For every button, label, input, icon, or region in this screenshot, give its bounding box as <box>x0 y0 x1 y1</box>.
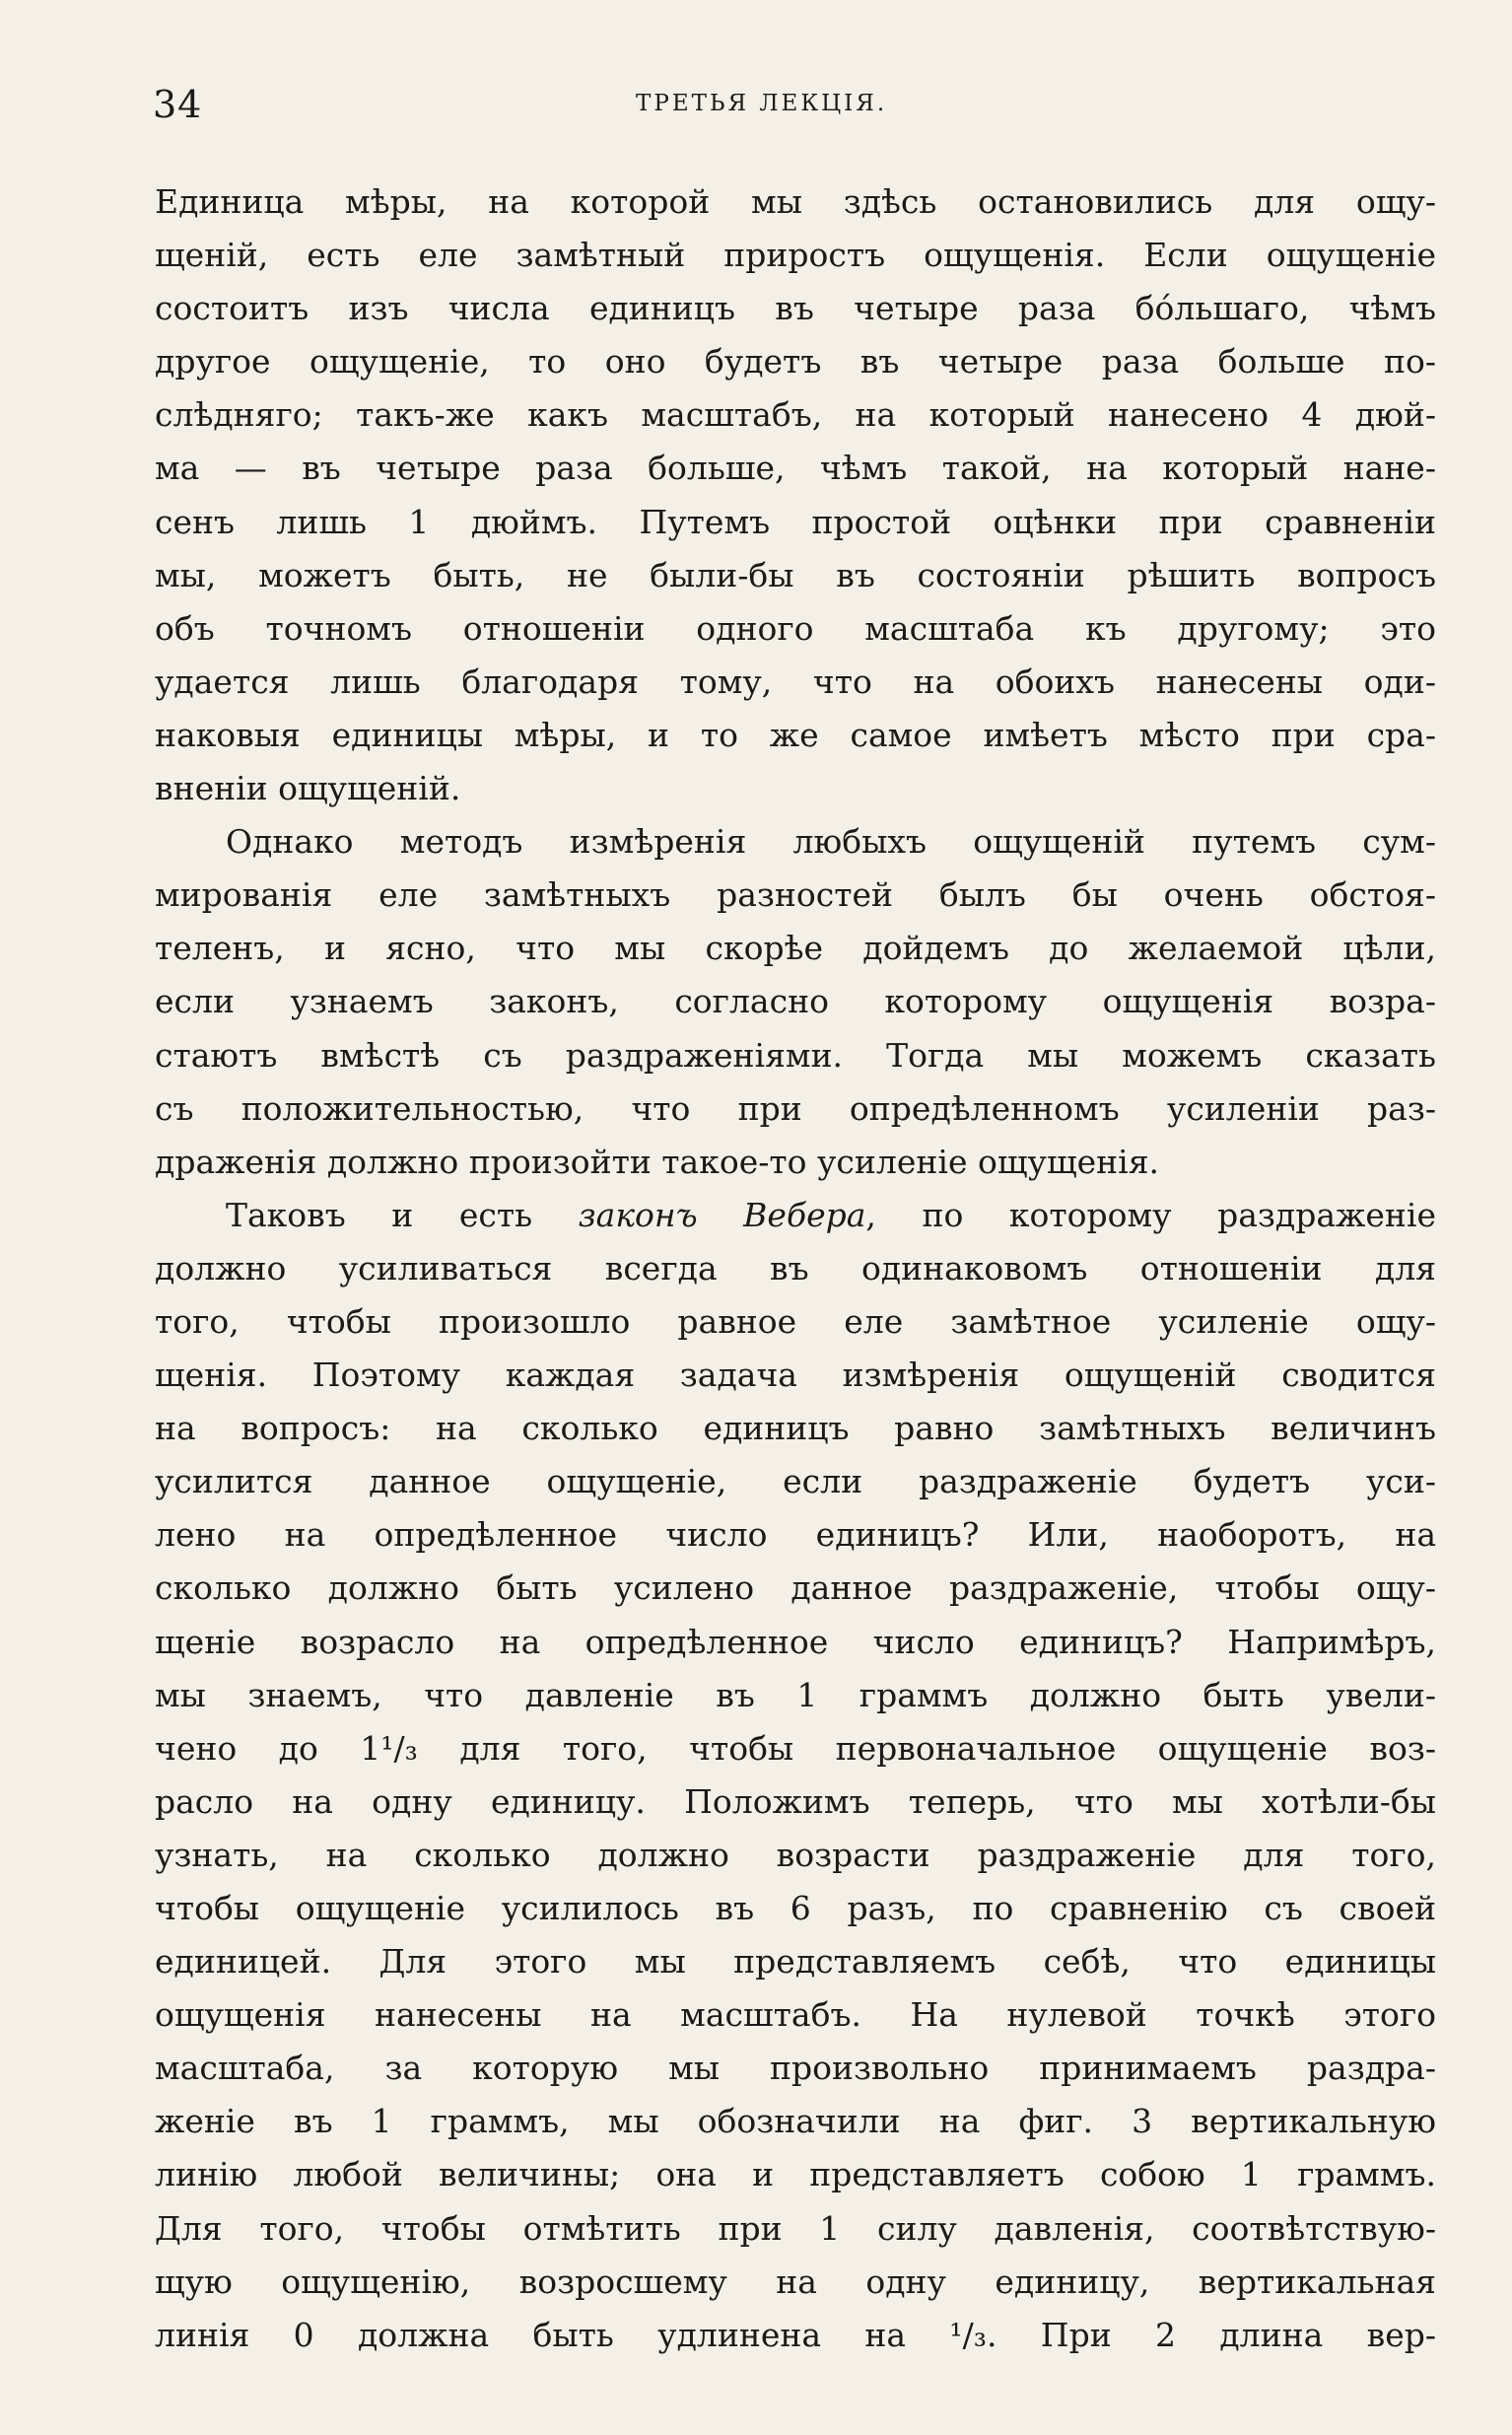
text-line: щеній, есть еле замѣтный приростъ ощущенія. Если ощущеніе <box>155 236 1436 275</box>
text-line: съ положительностью, что при опредѣленномъ усиленіи раз- <box>155 1088 1436 1128</box>
text-run: , по которому раздраженіе <box>865 1195 1436 1234</box>
text-line: стаютъ вмѣстѣ съ раздраженіями. Тогда мы можемъ сказать <box>155 1035 1436 1075</box>
text-line: щеніе возрасло на опредѣленное число единицъ? Напримѣръ, <box>155 1622 1436 1661</box>
text-line: драженія должно произойти такое-то усиленіе ощущенія. <box>155 1142 1160 1181</box>
text-line: Для того, чтобы отмѣтить при 1 силу давленія, соотвѣтствую- <box>155 2208 1436 2248</box>
running-head <box>153 83 1434 132</box>
running-head-title: ТРЕТЬЯ ЛЕКЦІЯ. <box>636 91 888 116</box>
page-number: 34 <box>153 83 203 126</box>
text-line: теленъ, и ясно, что мы скорѣе дойдемъ до желаемой цѣли, <box>155 929 1436 968</box>
text-line: ощущенія нанесены на масштабъ. На нулевой точкѣ этого <box>155 1995 1436 2035</box>
text-line <box>155 1189 1436 1242</box>
text-line: ма — въ четыре раза больше, чѣмъ такой, на который нане- <box>155 449 1436 488</box>
text-line: женіе въ 1 граммъ, мы обозначили на фиг. 3 вертикальную <box>155 2102 1436 2141</box>
text-line: другое ощущеніе, то оно будетъ въ четыре раза больше по- <box>155 342 1436 382</box>
text-line: усилится данное ощущеніе, если раздраженіе будетъ уси- <box>155 1462 1436 1501</box>
text-line: слѣдняго; такъ-же какъ масштабъ, на который нанесено 4 дюй- <box>155 395 1436 435</box>
body-text <box>155 175 1436 2362</box>
text-line: чено до 1¹/₃ для того, чтобы первоначальное ощущеніе воз- <box>155 1728 1436 1768</box>
text-line: Однако методъ измѣренія любыхъ ощущеній путемъ сум- <box>226 822 1436 862</box>
text-line: щенія. Поэтому каждая задача измѣренія ощущеній сводится <box>155 1356 1436 1395</box>
text-line: наковыя единицы мѣры, и то же самое имѣетъ мѣсто при сра- <box>155 715 1436 754</box>
text-line: состоитъ изъ числа единицъ въ четыре раза бóльшаго, чѣмъ <box>155 289 1436 328</box>
text-line: линію любой величины; она и представляетъ собою 1 граммъ. <box>155 2155 1436 2194</box>
text-line: масштаба, за которую мы произвольно принимаемъ раздра- <box>155 2049 1436 2088</box>
text-line: мированія еле замѣтныхъ разностей былъ бы очень обстоя- <box>155 875 1436 915</box>
text-line: мы, можетъ быть, не были-бы въ состояніи рѣшить вопросъ <box>155 555 1436 594</box>
text-line: должно усиливаться всегда въ одинаковомъ отношеніи для <box>155 1248 1436 1287</box>
text-line: линія 0 должна быть удлинена на ¹/₃. При 2 длина вер- <box>155 2315 1436 2354</box>
text-line: если узнаемъ законъ, согласно которому ощущенія возра- <box>155 982 1436 1021</box>
text-line: на вопросъ: на сколько единицъ равно замѣтныхъ величинъ <box>155 1409 1436 1448</box>
text-line: чтобы ощущеніе усилилось въ 6 разъ, по сравненію съ своей <box>155 1889 1436 1927</box>
text-run: Таковъ и есть <box>226 1195 579 1234</box>
text-line: того, чтобы произошло равное еле замѣтное усиленіе ощу- <box>155 1301 1436 1341</box>
text-line: узнать, на сколько должно возрасти раздраженіе для того, <box>155 1835 1436 1874</box>
text-line: лено на опредѣленное число единицъ? Или, наоборотъ, на <box>155 1515 1436 1555</box>
text-line: сколько должно быть усилено данное раздраженіе, чтобы ощу- <box>155 1568 1436 1608</box>
text-line: единицей. Для этого мы представляемъ себѣ, что единицы <box>155 1942 1436 1982</box>
text-line: щую ощущенію, возросшему на одну единицу, вертикальная <box>155 2261 1436 2301</box>
italic-law-name: законъ Вебера <box>578 1195 866 1234</box>
text-line: объ точномъ отношеніи одного масштаба къ другому; это <box>155 608 1436 648</box>
text-line: Единица мѣры, на которой мы здѣсь остановились для ощу- <box>155 182 1436 221</box>
text-line: вненіи ощущеній. <box>155 769 461 808</box>
text-line: расло на одну единицу. Положимъ теперь, что мы хотѣли-бы <box>155 1781 1436 1821</box>
text-line: сенъ лишь 1 дюймъ. Путемъ простой оцѣнки при сравненіи <box>155 502 1436 541</box>
text-line: мы знаемъ, что давленіе въ 1 граммъ должно быть увели- <box>155 1675 1436 1714</box>
text-line: удается лишь благодаря тому, что на обоихъ нанесены оди- <box>155 661 1436 701</box>
